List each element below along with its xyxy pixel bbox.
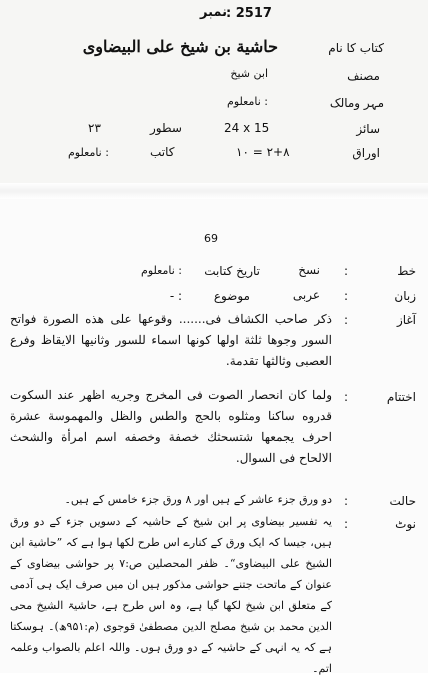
label-colon: : [343,517,348,531]
seal-owner-value: : نامعلوم [227,95,268,108]
size-label: سائز [356,122,380,136]
script-value: نسخ [298,263,320,277]
label-colon: : [343,264,348,278]
leaves-label: اوراق [352,146,380,160]
scribe-value: : نامعلوم [68,146,109,159]
label-colon: : [343,390,348,404]
ending-label: اختتام [386,390,416,404]
size-value: 24 x 15 [224,121,270,135]
scribe-label: کاتب [150,145,175,159]
page-gap [0,183,428,199]
lines-label: سطور [150,121,182,135]
lines-value: ۲۳ [88,121,101,135]
leaves-value: ۲+۸ = ۱۰ [236,145,290,159]
label-colon: : [343,494,348,508]
script-label: خط [397,264,416,278]
page-number: 69 [204,232,218,245]
author-label: مصنف [347,69,380,83]
subject-value: : - [169,289,182,303]
subject-label: موضوع [213,289,250,303]
record-number-label: نمبر [200,5,227,20]
author-value: ابن شیخ [230,67,268,80]
ending-text: ولما كان انحصار الصوت فى المخرج وجريه اظهر عند السكوت قدروه ساكنا ومثلوه بالحج والطس والظل والمهموسة عشرة احرف يجمعها شتسحثك خصفة وخصفه اسم امرأة والشحث الالحاح فى السوال. [10,388,332,465]
label-colon: : [343,313,348,327]
note-text: یہ تفسیر بیضاوی پر ابن شیخ کے حاشیہ کے دسویں جزء کے دو ورق ہیں، جیسا کہ ایک ورق کے کنارے اس طرح لکھا ہوا ہے کہ ”حاشية ابن الشيخ على البيضاوى“۔ ظفر المحصلین ص:۷ پر حواشی بیضاوی کے عنوان کے ماتحت جتنے حواشی مذکور ہیں ان میں صرف ایک ہی آدمی کے متعلق ابن شیخ لکھا گیا ہے، وہ اس طرح ہے، حاشیۃ الشیخ محی الدین محمد بن شیخ مصلح الدین مصطفیٰ قوجوی (م:۹۵۱ھ)۔ ہوسکتا ہے کہ یہ انہی کے حاشیہ کے دو ورق ہوں۔ واللہ اعلم بالصواب وعلمہ اتم۔ [10,515,332,675]
language-label: زبان [394,289,416,303]
condition-label: حالت [389,494,416,508]
upper-record-page [0,0,428,183]
seal-owner-label: مہر ومالک [329,96,384,110]
copy-date-value: : نامعلوم [141,264,182,277]
opening-label: آغاز [396,313,416,327]
book-name-label: کتاب کا نام [328,41,384,55]
book-name: حاشية بن شيخ على البيضاوى [82,37,278,56]
lower-record-page [0,199,428,673]
note-label: نوٹ [395,517,416,531]
condition-text: دو ورق جزء عاشر کے ہیں اور ۸ ورق جزء خامس کے ہیں۔ [64,493,332,506]
label-colon: : [343,289,348,303]
language-value: عربی [292,288,320,302]
opening-text: ذکر صاحب الکشاف فی....... وقوعها علی هذه الصورة فواتح السور وجوها ثلثة اولها كونها اسماء للسور وثانيها الايقاظ وفرع العصبى وثالثها تقدمة. [10,312,332,368]
copy-date-label: تاریخ کتابت [204,264,260,278]
record-number: : 2517 [226,6,272,21]
